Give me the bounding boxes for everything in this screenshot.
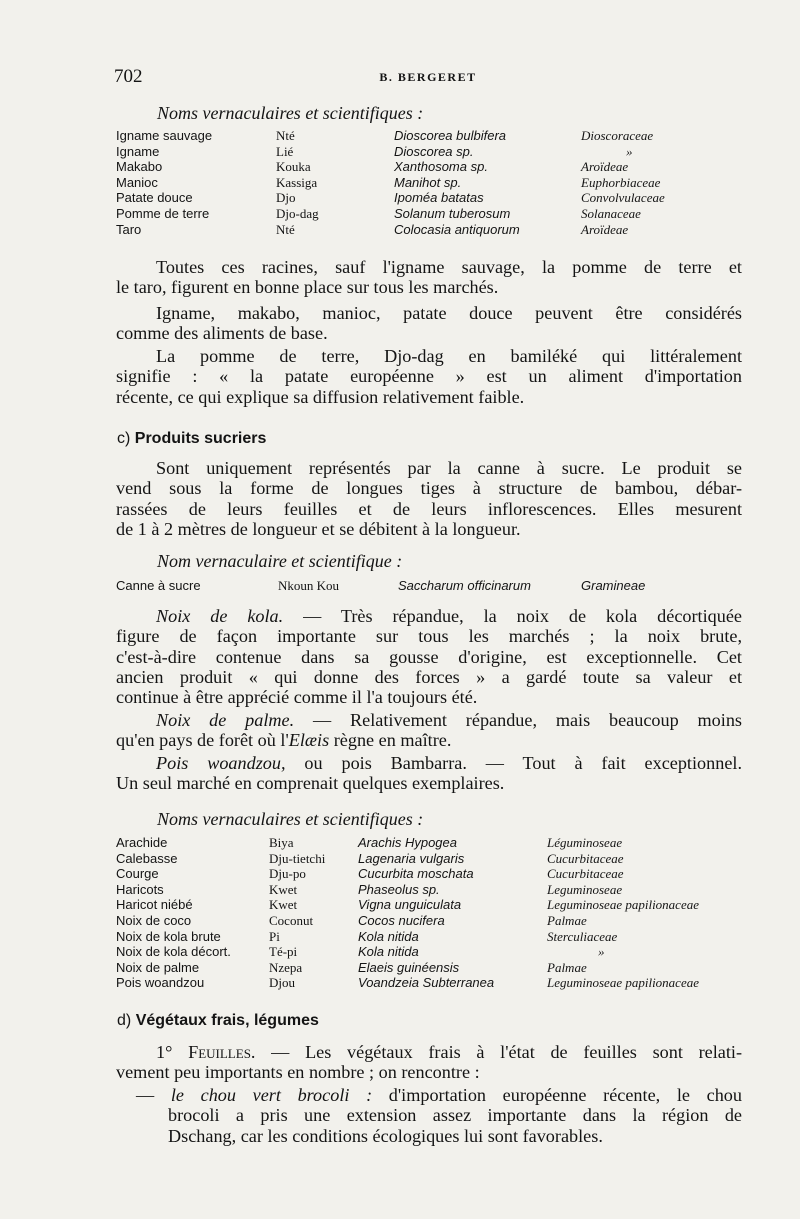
page-header [114,66,742,90]
document-page: 702 B. BERGERET Noms vernaculaires et scientifiques : Igname sauvage Nté Dioscorea bulbifera Dioscoraceae Igname Lié Dioscorea sp. » Makabo Kouka Xanthosoma sp. Aroïdeae Manioc Kassiga Manihot sp. Euphorbiaceae Patate douce Djo Ipoméa batatas Convolvulaceae Pomme de terre Djo-dag Solanum tuberosum Solanaceae Taro Nté Colocasia antiquorum Aroïdeae Toutes ces racines, sauf l'igname sauvage, la pomme de terre et le taro, figurent en bonne place sur tous les marchés. Igname, makabo, manioc, patate douce peuvent être considérés comme des aliments de base. La pomme de terre, Djo-dag en bamiléké qui littéralement signifie : « la patate européenne » est un aliment d'importation récente, ce qui explique sa diffusion relativement faible. c) Produits sucriers Sont uniquement représentés par la canne à sucre. Le produit se vend sous la forme de longues tiges à structure de bambou, débar- rassées de leurs feuilles et de leurs inflorescences. Elles mesurent de 1 à 2 mètres de longueur et se débitent à la longueur. Nom vernaculaire et scientifique : Canne à sucre Nkoun Kou Saccharum officinarum Gramineae Noix de kola. — Très répandue, la noix de kola décortiquée figure de façon importante sur tous les marchés ; la noix brute, c'est-à-dire contenue dans sa gousse d'origine, est exceptionnelle. Cet ancien produit « qui donne des forces » a gardé toute sa valeur et continue à être apprécié comme il l'a toujours été. Noix de palme. — Relativement répandue, mais beaucoup moins qu'en pays de forêt où l'Elæis règne en maître. Pois woandzou, ou pois Bambarra. — Tout à fait exceptionnel. Un seul marché en comprenait quelques exemplaires. Noms vernaculaires et scientifiques : Arachide Biya Arachis Hypogea Léguminoseae Calebasse Dju-tietchi Lagenaria vulgaris Cucurbitaceae Courge Dju-po Cucurbita moschata Cucurbitaceae Haricots Kwet Phaseolus sp. Leguminoseae Haricot niébé Kwet Vigna unguiculata Leguminoseae papilionaceae Noix de coco Coconut Cocos nucifera Palmae Noix de kola brute Pi Kola nitida Sterculiaceae Noix de kola décort. Té-pi Kola nitida » Noix de palme Nzepa Elaeis guinéensis Palmae Pois woandzou Djou Voandzeia Subterranea Leguminoseae papilionaceae d) Végétaux frais, légumes 1° Feuilles. — Les végétaux frais à l'état de feuilles sont relati- vement peu importants en nombre ; on rencontre : — le chou vert brocoli : d'importation européenne récente, le chou brocoli a pris une extension assez importante dans la région de Dschang, car les conditions écologiques lui sont favorables. [114,66,743,1146]
paragraph-pomme-de-terre: La pomme de terre, Djo-dag en bamiléké qui littéralement signifie : « la patate européenne » est un aliment d'importation récente, ce qui explique sa diffusion relativement faible. [116,346,742,407]
paragraph-palme: Noix de palme. — Relativement répandue, mais beaucoup moins qu'en pays de forêt où l'Elæis règne en maître. [116,710,742,751]
paragraph-canne: Sont uniquement représentés par la canne à sucre. Le produit se vend sous la forme de longues tiges à structure de bambou, débar- rassées de leurs feuilles et de leurs inflorescences. Elles mesurent de 1 à 2 mètres de longueur et se débitent à la longueur. [116,458,742,539]
paragraph-aliments-base: Igname, makabo, manioc, patate douce peuvent être considérés comme des aliments de base. [116,303,742,344]
paragraph-feuilles: 1° Feuilles. — Les végétaux frais à l'état de feuilles sont relati- vement peu importants en nombre ; on rencontre : [116,1042,743,1083]
paragraph-woandzou: Pois woandzou, ou pois Bambarra. — Tout à fait exceptionnel. Un seul marché en comprenait quelques exemplaires. [116,753,742,794]
paragraph-racines: Toutes ces racines, sauf l'igname sauvage, la pomme de terre et le taro, figurent en bonne place sur tous les marchés. [116,257,742,298]
table1-caption: Noms vernaculaires et scientifiques : [157,103,424,123]
section-d-heading: d) Végétaux frais, légumes [117,1012,319,1029]
single-caption: Nom vernaculaire et scientifique : [157,551,403,571]
table-row-canne: Canne à sucre Nkoun Kou Saccharum officinarum Gramineae [116,578,646,593]
paragraph-chou-brocoli: — le chou vert brocoli : d'importation européenne récente, le chou brocoli a pris une extension assez importante dans la région de Dschang, car les conditions écologiques lui sont favorables. [136,1085,742,1146]
page-number: 702 [114,66,143,87]
table2-caption: Noms vernaculaires et scientifiques : [157,809,424,829]
running-head: B. BERGERET [379,70,477,84]
paragraph-kola: Noix de kola. — Très répandue, la noix de kola décortiquée figure de façon importante sur tous les marchés ; la noix brute, c'est-à-dire contenue dans sa gousse d'origine, est exceptionnelle. Cet ancien produit « qui donne des forces » a gardé toute sa valeur et continue à être apprécié comme il l'a toujours été. [116,606,742,708]
section-c-heading: c) Produits sucriers [117,430,267,447]
